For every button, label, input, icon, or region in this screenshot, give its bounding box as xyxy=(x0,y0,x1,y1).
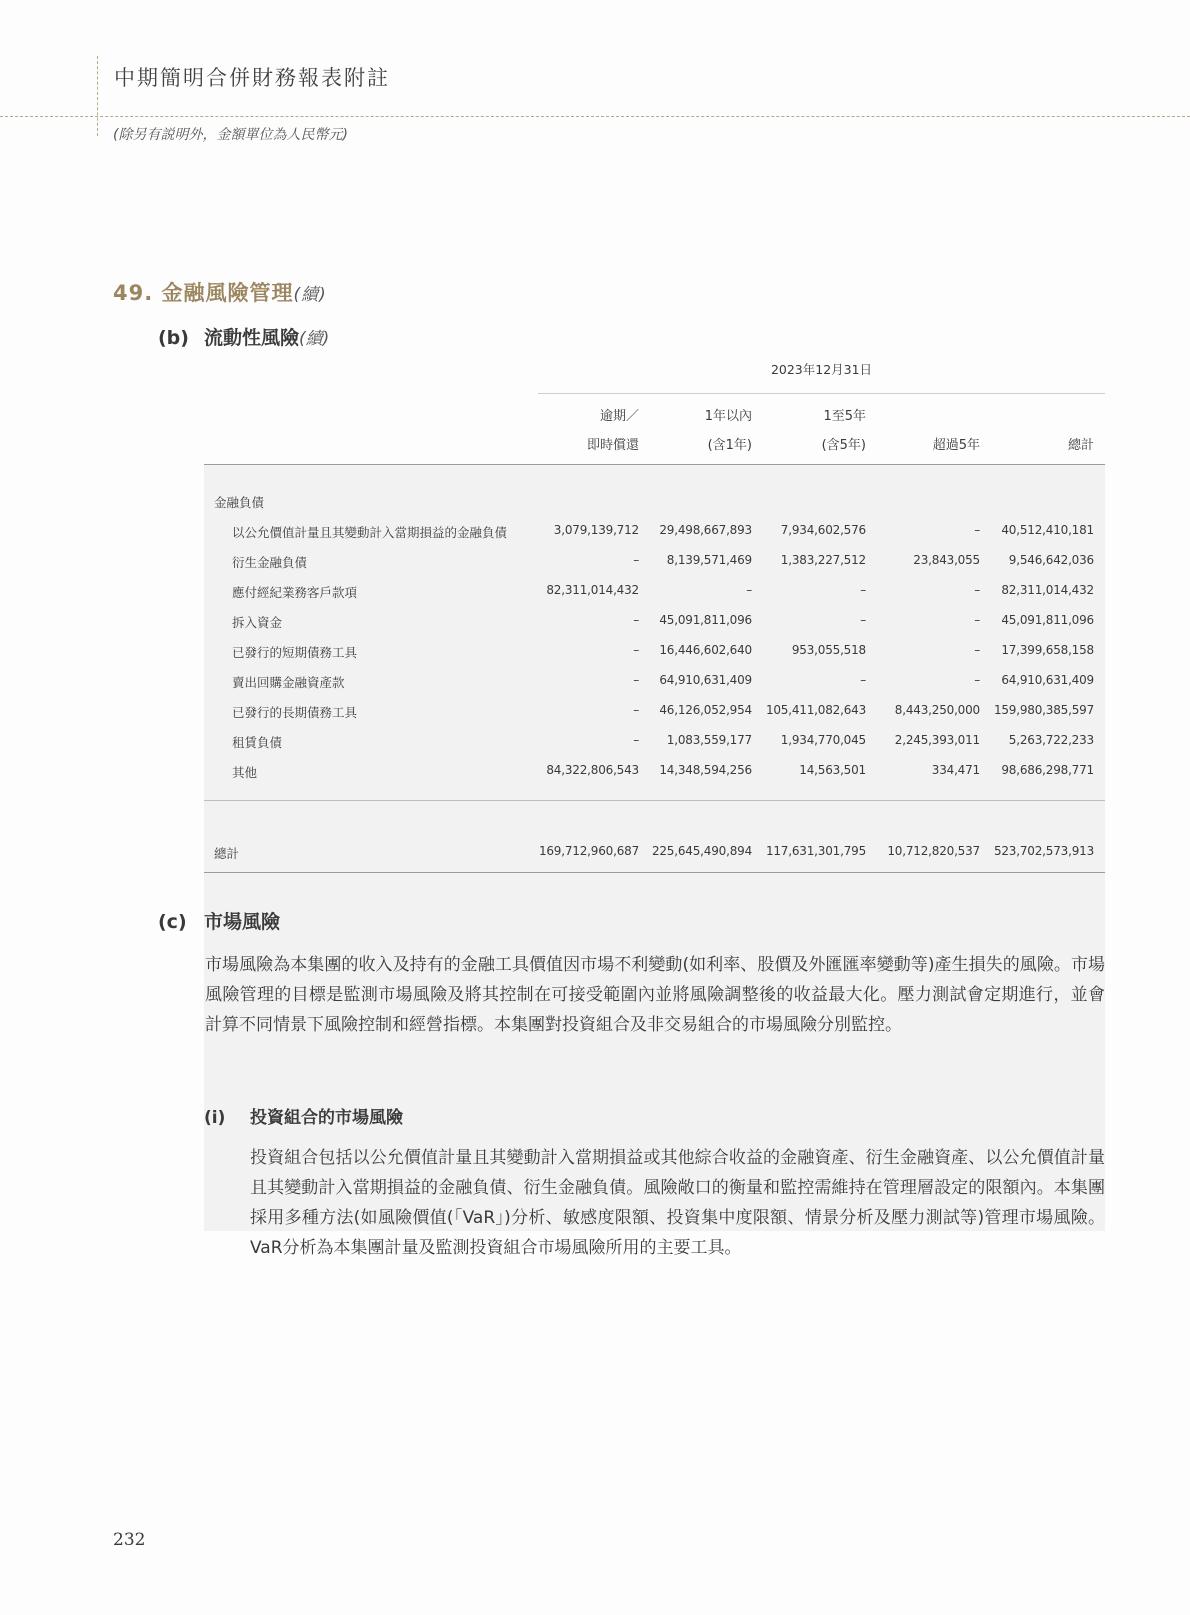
cell: 84,322,806,543 xyxy=(546,763,639,777)
column-header-within-1y xyxy=(705,402,752,460)
cell: 523,702,573,913 xyxy=(993,844,1094,858)
row-label: 已發行的長期債務工具 xyxy=(232,705,358,720)
column-header-line: (含1年) xyxy=(707,438,752,453)
cell: 334,471 xyxy=(931,763,980,777)
cell: – xyxy=(860,583,866,597)
subsection-i-text: 投資組合的市場風險 xyxy=(250,1108,403,1128)
row-label: 拆入資金 xyxy=(232,615,283,630)
cell: 40,512,410,181 xyxy=(1001,523,1094,537)
cell: 953,055,518 xyxy=(791,643,866,657)
subsection-i-letter: (i) xyxy=(204,1108,226,1128)
cell: 9,546,642,036 xyxy=(1008,553,1094,567)
cell: – xyxy=(974,673,980,687)
cell: 5,263,722,233 xyxy=(1008,733,1094,747)
cell: 45,091,811,096 xyxy=(659,613,752,627)
table-row xyxy=(204,667,1105,697)
cell: 82,311,014,432 xyxy=(1001,583,1094,597)
subsection-b-letter: (b) xyxy=(158,327,189,349)
cell: – xyxy=(633,673,639,687)
cell: 10,712,820,537 xyxy=(887,844,980,858)
cell: – xyxy=(860,673,866,687)
header-horizontal-rule xyxy=(0,116,1190,117)
table-row xyxy=(204,727,1105,757)
document-subtitle: (除另有説明外，金額單位為人民幣元) xyxy=(113,127,348,143)
table-row xyxy=(204,517,1105,547)
cell: 7,934,602,576 xyxy=(780,523,866,537)
row-label: 以公允價值計量且其變動計入當期損益的金融負債 xyxy=(232,525,508,540)
subsection-c-letter: (c) xyxy=(158,911,187,933)
column-header-line: 1至5年 xyxy=(823,409,866,424)
cell: 225,645,490,894 xyxy=(651,844,752,858)
column-header-total xyxy=(1068,402,1094,460)
cell: – xyxy=(633,553,639,567)
cell: 117,631,301,795 xyxy=(765,844,866,858)
cell: 14,563,501 xyxy=(799,763,866,777)
table-row xyxy=(204,607,1105,637)
table-row xyxy=(204,547,1105,577)
row-label: 已發行的短期債務工具 xyxy=(232,645,358,660)
cell: – xyxy=(633,613,639,627)
cell: 82,311,014,432 xyxy=(546,583,639,597)
cell: 17,399,658,158 xyxy=(1001,643,1094,657)
cell: – xyxy=(860,613,866,627)
group-label-row xyxy=(204,487,1105,517)
total-row xyxy=(204,838,1105,868)
column-header-line: 逾期／ xyxy=(599,409,639,424)
table-row xyxy=(204,697,1105,727)
cell: – xyxy=(633,733,639,747)
portfolio-risk-paragraph: 投資組合包括以公允價值計量且其變動計入當期損益或其他綜合收益的金融資產、衍生金融資產、以公允價值計量且其變動計入當期損益的金融負債、衍生金融負債。風險敞口的衡量和監控需維持在管理層設定的限額內。本集團採用多種方法(如風險價值(「VaR」)分析、敏感度限額、投資集中度限額、情景分析及壓力測試等)管理市場風險。VaR分析為本集團計量及監測投資組合市場風險所用的主要工具。 xyxy=(250,1148,1105,1258)
table-bottom-rule xyxy=(204,872,1105,873)
cell: 46,126,052,954 xyxy=(659,703,752,717)
market-risk-paragraph: 市場風險為本集團的收入及持有的金融工具價值因市場不利變動(如利率、股價及外匯匯率變動等)產生損失的風險。市場風險管理的目標是監測市場風險及將其控制在可接受範圍內並將風險調整後的收益最大化。壓力測試會定期進行，並會計算不同情景下風險控制和經營指標。本集團對投資組合及非交易組合的市場風險分別監控。 xyxy=(205,955,1105,1035)
cell: 29,498,667,893 xyxy=(659,523,752,537)
row-label: 賣出回購金融資產款 xyxy=(232,675,345,690)
cell: – xyxy=(633,703,639,717)
subsection-b-cont: (續) xyxy=(299,329,330,349)
subsection-b-title xyxy=(158,323,329,350)
subsection-b-text: 流動性風險 xyxy=(204,327,300,349)
cell: – xyxy=(974,613,980,627)
cell: 64,910,631,409 xyxy=(659,673,752,687)
section-cont: (續) xyxy=(293,285,327,305)
subsection-i-title xyxy=(204,1103,403,1128)
cell: 8,139,571,469 xyxy=(666,553,752,567)
cell: 98,686,298,771 xyxy=(1001,763,1094,777)
cell: 2,245,393,011 xyxy=(894,733,980,747)
subtotal-rule xyxy=(204,800,1105,801)
cell: 1,383,227,512 xyxy=(780,553,866,567)
header-vertical-rule xyxy=(97,56,98,136)
cell: – xyxy=(633,643,639,657)
date-header-rule xyxy=(538,393,1105,394)
column-header-over-5y xyxy=(933,402,980,460)
cell: 14,348,594,256 xyxy=(659,763,752,777)
row-label: 衍生金融負債 xyxy=(232,555,308,570)
cell: 16,446,602,640 xyxy=(659,643,752,657)
row-label: 租賃負債 xyxy=(232,735,283,750)
table-row xyxy=(204,577,1105,607)
cell: 169,712,960,687 xyxy=(538,844,639,858)
column-header-line: 即時償還 xyxy=(586,438,639,453)
cell: – xyxy=(746,583,752,597)
cell: 159,980,385,597 xyxy=(993,703,1094,717)
cell: – xyxy=(974,583,980,597)
cell: 1,083,559,177 xyxy=(666,733,752,747)
group-label: 金融負債 xyxy=(214,495,265,510)
section-title-text: 49. 金融風險管理 xyxy=(113,281,294,305)
column-header-line xyxy=(1068,402,1094,431)
column-header-line xyxy=(933,402,980,431)
document-title: 中期簡明合併財務報表附註 xyxy=(114,66,390,90)
section-title xyxy=(113,277,327,307)
column-header-line: 總計 xyxy=(1067,438,1094,453)
cell: 3,079,139,712 xyxy=(553,523,639,537)
column-header-overdue xyxy=(587,402,639,460)
cell: – xyxy=(974,523,980,537)
cell: 8,443,250,000 xyxy=(894,703,980,717)
row-label: 其他 xyxy=(232,765,258,780)
cell: 64,910,631,409 xyxy=(1001,673,1094,687)
subsection-c-text: 市場風險 xyxy=(204,911,281,933)
column-header-line: 1年以內 xyxy=(704,409,752,424)
column-header-line: (含5年) xyxy=(821,438,866,453)
cell: 45,091,811,096 xyxy=(1001,613,1094,627)
cell: 1,934,770,045 xyxy=(780,733,866,747)
cell: 105,411,082,643 xyxy=(765,703,866,717)
total-label: 總計 xyxy=(214,846,240,861)
date-header: 2023年12月31日 xyxy=(770,362,873,377)
column-header-1-5y xyxy=(822,402,866,460)
row-label: 應付經紀業務客戶款項 xyxy=(232,585,358,600)
cell: – xyxy=(974,643,980,657)
table-row xyxy=(204,637,1105,667)
column-header-line: 超過5年 xyxy=(932,438,980,453)
cell: 23,843,055 xyxy=(913,553,980,567)
table-row xyxy=(204,757,1105,787)
table-header-rule xyxy=(204,464,1105,465)
page-number: 232 xyxy=(113,1530,146,1550)
subsection-c-title xyxy=(158,907,280,934)
